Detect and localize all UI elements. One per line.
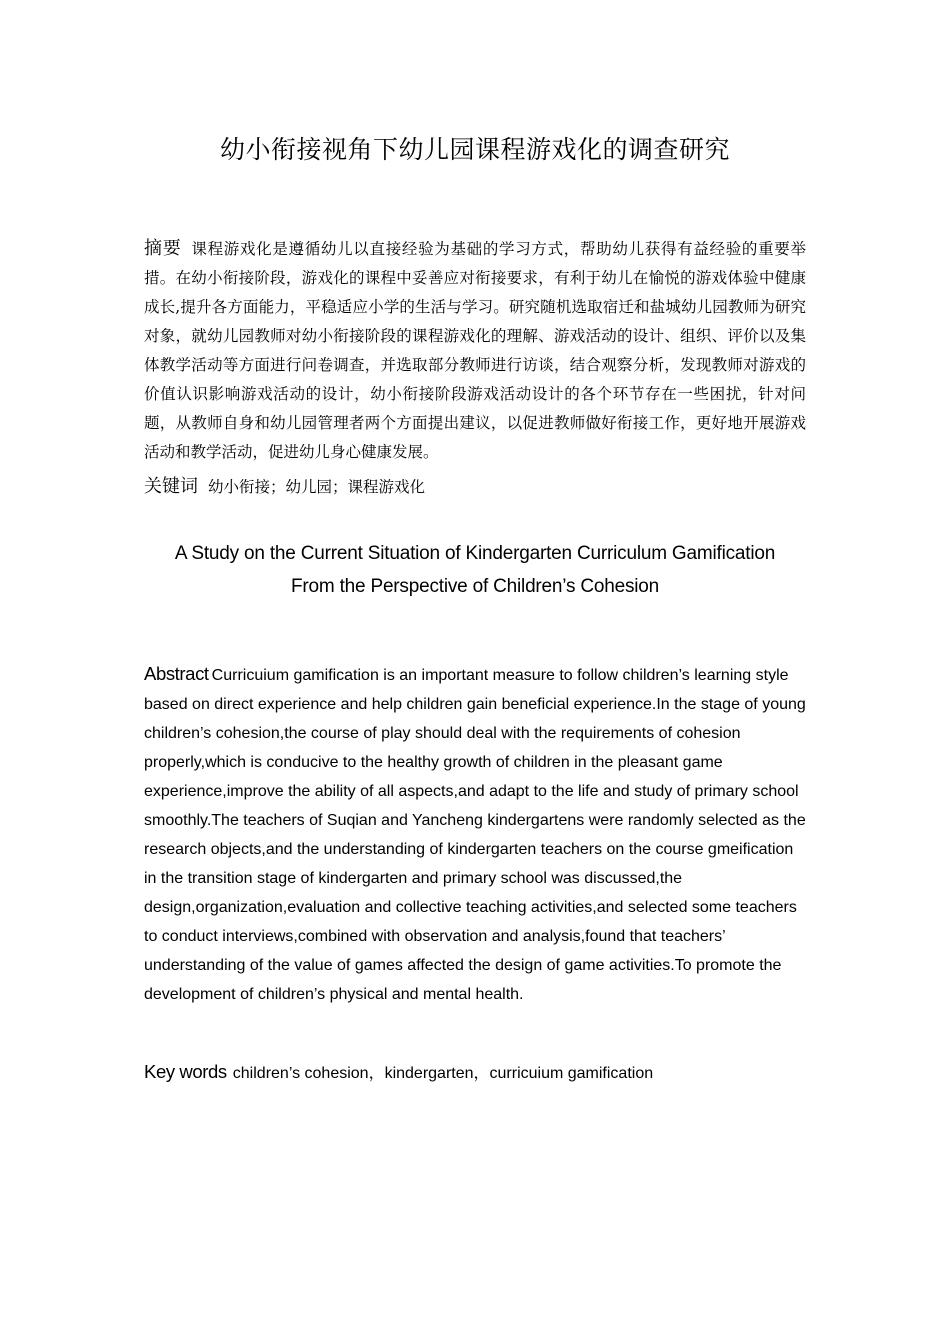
english-title-line-2: From the Perspective of Children’s Cohesion xyxy=(290,576,660,597)
chinese-abstract xyxy=(144,234,806,467)
english-abstract-text: Curricuium gamification is an important measure to follow children’s learning style based on direct experience and help children gain beneficial experience.In the stage of young children’s cohesion,the course of play should deal with the requirements of cohesion properly,which is conducive to the healthy growth of children in the pleasant game experience,improve the ability of all aspects,and adapt to the life and study of primary school smoothly.The teachers of Suqian and Yancheng kindergartens were randomly selected as the research objects,and the understanding of kindergarten teachers on the course gmeification in the transition stage of kindergarten and primary school was discussed,the design,organization,evaluation and collective teaching activities,and selected some teachers to conduct interviews,combined with observation and analysis,found that teachers’ understanding of the value of games affected the design of game activities.To promote the development of children’s physical and mental health. xyxy=(144,667,806,1003)
chinese-keywords-text: 幼小衔接；幼儿园；课程游戏化 xyxy=(208,478,426,496)
chinese-keywords xyxy=(144,472,806,502)
english-title-line-1: A Study on the Current Situation of Kindergarten Curriculum Gamification xyxy=(174,543,776,564)
chinese-abstract-label: 摘要 xyxy=(144,238,182,259)
english-keywords-text: children’s cohesion，kindergarten，curricuium gamification xyxy=(232,1065,654,1082)
chinese-keywords-label: 关键词 xyxy=(144,476,198,497)
english-abstract xyxy=(144,659,806,1009)
chinese-title: 幼小衔接视角下幼儿园课程游戏化的调查研究 xyxy=(219,135,730,164)
english-keywords-label: Key words xyxy=(144,1061,227,1082)
english-keywords xyxy=(144,1057,806,1089)
english-title xyxy=(0,537,950,603)
english-abstract-label: Abstract xyxy=(144,663,209,684)
chinese-abstract-text: 课程游戏化是遵循幼儿以直接经验为基础的学习方式，帮助幼儿获得有益经验的重要举措。在幼小衔接阶段，游戏化的课程中妥善应对衔接要求，有利于幼儿在愉悦的游戏体验中健康成长,提升各方面能力，平稳适应小学的生活与学习。研究随机选取宿迁和盐城幼儿园教师为研究对象，就幼儿园教师对幼小衔接阶段的课程游戏化的理解、游戏活动的设计、组织、评价以及集体教学活动等方面进行问卷调查，并选取部分教师进行访谈，结合观察分析，发现教师对游戏的价值认识影响游戏活动的设计，幼小衔接阶段游戏活动设计的各个环节存在一些困扰，针对问题，从教师自身和幼儿园管理者两个方面提出建议，以促进教师做好衔接工作，更好地开展游戏活动和教学活动，促进幼儿身心健康发展。 xyxy=(144,240,806,461)
